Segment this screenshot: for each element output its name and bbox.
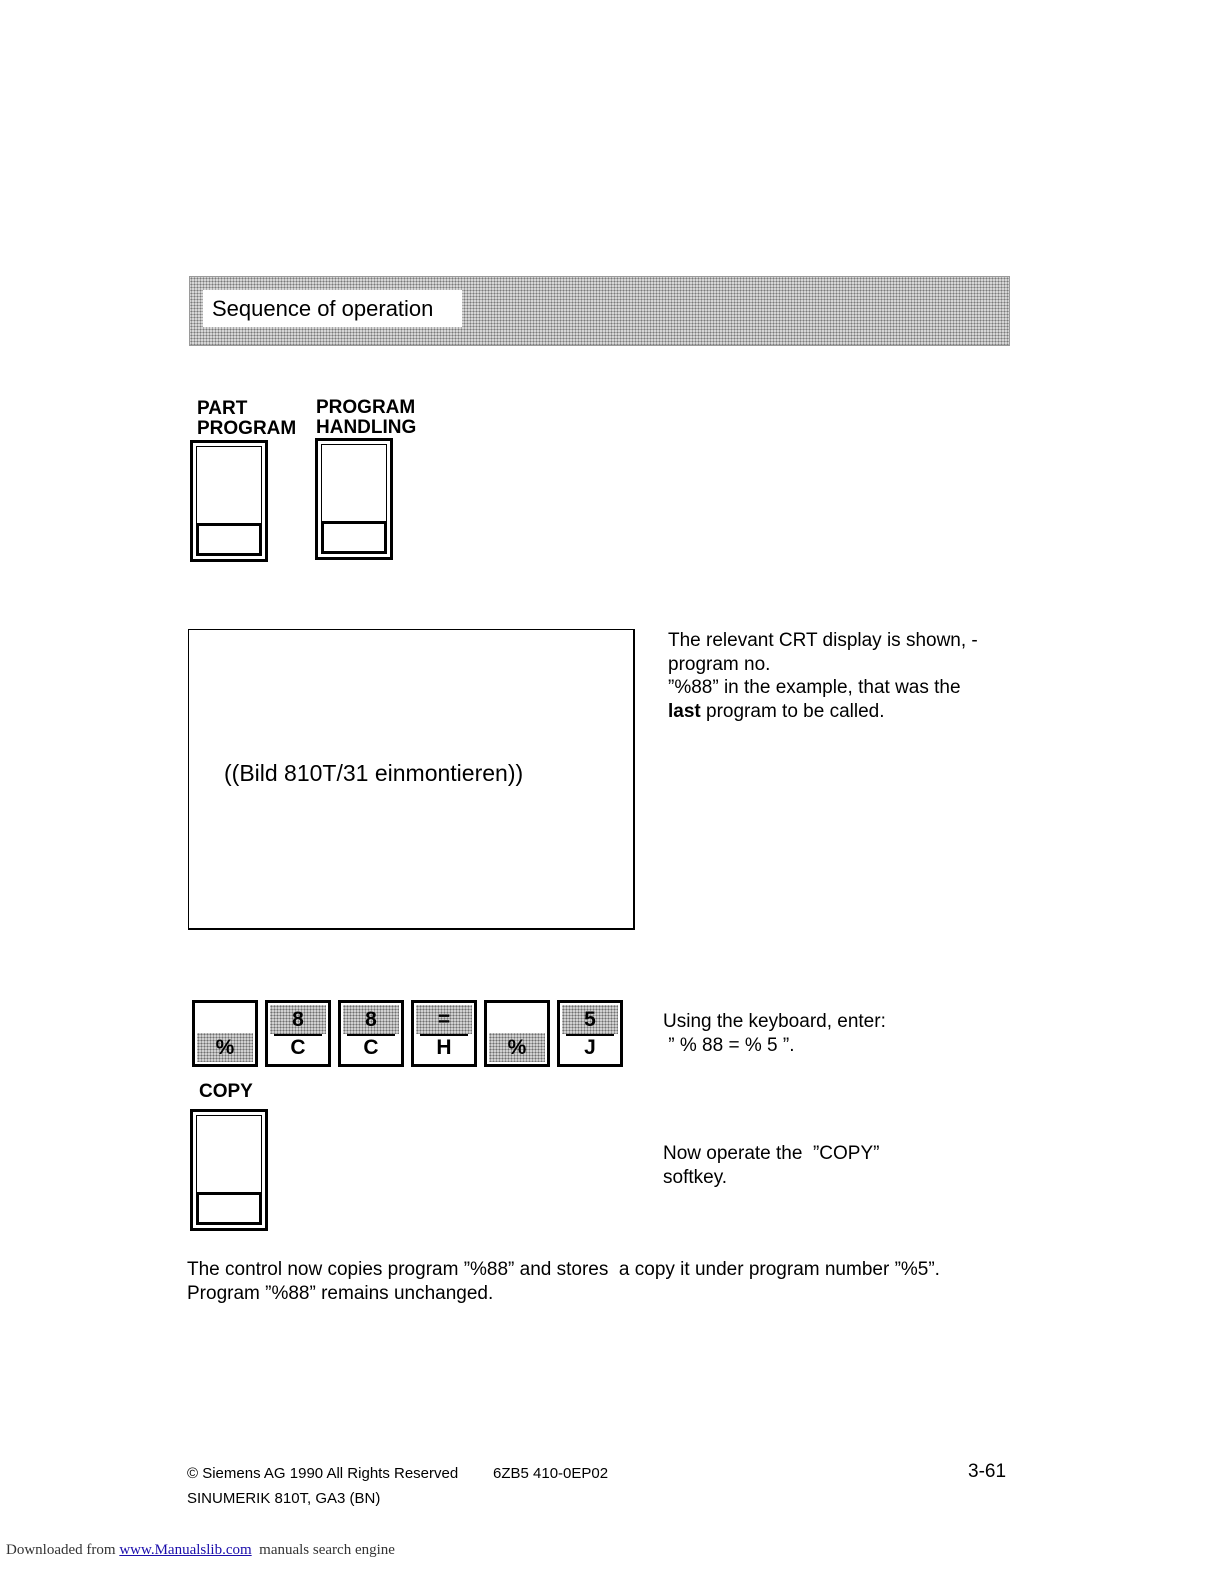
crt-desc-line-4 (668, 700, 978, 724)
key-lower: C (290, 1036, 306, 1059)
crt-desc-bold: last (668, 700, 701, 722)
crt-placeholder-text: ((Bild 810T/31 einmontieren)) (224, 760, 524, 786)
result-line-1: The control now copies program ”%88” and stores a copy it under program number ”%5”. (187, 1259, 940, 1280)
key-lower: J (584, 1036, 596, 1059)
copy-desc-line-2: softkey. (663, 1166, 728, 1188)
download-prefix: Downloaded from (6, 1542, 120, 1558)
section-title: Sequence of operation (203, 290, 462, 327)
key-upper (197, 1005, 253, 1034)
key-upper: 8 (270, 1005, 326, 1034)
part-program-softkey[interactable] (190, 440, 268, 562)
key-5-j[interactable] (557, 1000, 623, 1067)
key-lower: % (489, 1033, 545, 1062)
key-upper: 5 (562, 1005, 618, 1034)
key-lower: H (436, 1036, 452, 1059)
program-handling-label: PROGRAM HANDLING (316, 397, 417, 438)
key-percent[interactable] (192, 1000, 258, 1067)
key-percent[interactable] (484, 1000, 550, 1067)
program-handling-softkey[interactable] (315, 438, 393, 560)
copy-label: COPY (199, 1081, 253, 1102)
key-lower: % (197, 1033, 253, 1062)
key-8-c[interactable] (338, 1000, 404, 1067)
part-program-label: PART PROGRAM (197, 398, 297, 439)
result-line-2: Program ”%88” remains unchanged. (187, 1282, 494, 1304)
footer-page-number: 3-61 (968, 1461, 1007, 1482)
key-equals-h[interactable] (411, 1000, 477, 1067)
key-lower: C (363, 1036, 379, 1059)
key-upper: = (416, 1005, 472, 1034)
keyboard-desc-line-1: Using the keyboard, enter: (663, 1011, 886, 1032)
key-8-c[interactable] (265, 1000, 331, 1067)
copy-description (663, 1142, 879, 1189)
crt-desc-line-3: ”%88” in the example, that was the (668, 677, 961, 698)
key-upper (489, 1005, 545, 1034)
copy-desc-line-1: Now operate the ”COPY” (663, 1143, 880, 1164)
copy-softkey[interactable] (190, 1109, 268, 1231)
manualslib-link[interactable]: www.Manualslib.com (119, 1542, 252, 1558)
crt-desc-line-2: program no. (668, 653, 771, 675)
key-upper: 8 (343, 1005, 399, 1034)
footer-copyright: © Siemens AG 1990 All Rights Reserved (187, 1465, 459, 1482)
keyboard-description (663, 1010, 886, 1057)
download-notice (6, 1542, 395, 1559)
keyboard-desc-line-2: ” % 88 = % 5 ”. (663, 1034, 795, 1056)
crt-desc-rest: program to be called. (700, 700, 885, 722)
crt-description (668, 629, 978, 723)
footer-product: SINUMERIK 810T, GA3 (BN) (187, 1490, 381, 1507)
crt-desc-line-1: The relevant CRT display is shown, - (668, 630, 978, 651)
result-paragraph (187, 1258, 940, 1305)
download-suffix: manuals search engine (251, 1542, 395, 1558)
footer-order-number: 6ZB5 410-0EP02 (493, 1465, 609, 1482)
